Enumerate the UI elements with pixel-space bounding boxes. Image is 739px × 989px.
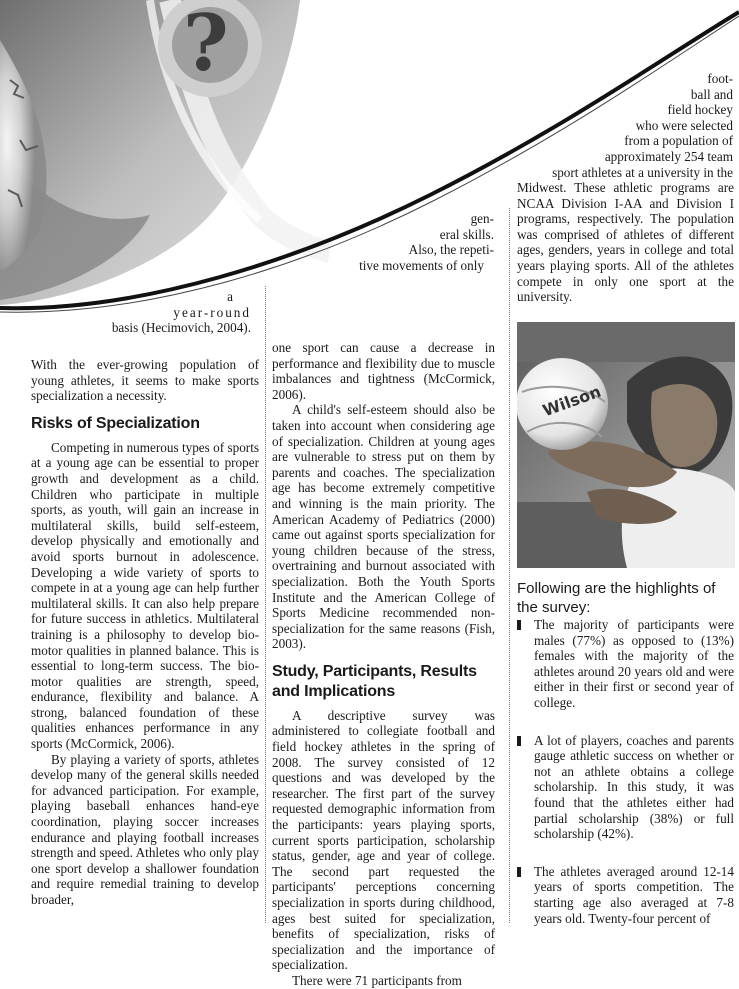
survey-highlights bbox=[517, 579, 734, 948]
top-middle-wrapped-text bbox=[359, 211, 494, 273]
bullet-marker-icon bbox=[517, 867, 521, 877]
text-line: sport athletes at a university in the bbox=[552, 164, 733, 180]
section-heading-risks: Risks of Specialization bbox=[31, 414, 200, 432]
body-paragraph: Competing in numerous types of sports at a young age can be essential to proper growth and development as a child. Children who participate in multiple sports, as youth, will gain an increase in multilateral skills, build self-esteem, develop physically and emotionally and avoid sports burnout in adolescence. Developing a wide variety of sports to compete in at a young age can help further multilateral skills. It can also help prepare for future success in athletics. Multilateral training is a philosophy to develop bio-motor qualities in planned balance. This is essential to long-term success. The bio-motor qualities are strength, speed, endurance, flexibility and balance. A strong, balanced foundation of these qualities enhances performance in any sports (McCormick, 2006). bbox=[31, 439, 259, 752]
text-line: from a population of bbox=[624, 133, 733, 149]
text-line: a bbox=[227, 289, 233, 304]
body-paragraph: one sport can cause a decrease in performance and flexibility due to muscle imbalances and tightness (McCormick, 2006). bbox=[272, 340, 495, 402]
text-line: ball and bbox=[690, 86, 733, 102]
column-divider bbox=[265, 286, 266, 923]
body-paragraph: Midwest. These athletic programs are NCAA Division I-AA and Division I programs, respectively. The population was comprised of athletes of different ages, genders, years in college and total years playing sports. All of the athletes compete in only one sport at the university. bbox=[517, 180, 734, 305]
text-line: approximately 254 team bbox=[604, 148, 733, 164]
list-item-text: The athletes averaged around 12-14 years of sports competition. The starting age also averaged at 7-8 years old. Twenty-four percent of bbox=[534, 863, 734, 926]
body-paragraph: A descriptive survey was administered to collegiate football and field hockey athletes in the spring of 2008. The survey consisted of 12 questions and was developed by the researcher. The first part of the survey requested demographic information from the participants: years playing sports, current sports participation, scholarship status, gender, age and year of college. The second part requested the participants' perceptions concerning specialization in sports during childhood, ages best suited for specialization, benefits of specialization, risks of specialization and the importance of specialization. bbox=[272, 707, 495, 973]
highlights-title: Following are the highlights of the survey: bbox=[517, 580, 716, 616]
body-paragraph: A child's self-esteem should also be taken into account when considering age of specialization. Children at young ages are vulnerable to stress put on them by parents and coaches. The specialization age has become extremely competitive and winning is the main priority. The American Academy of Pediatrics (2000) came out against sports specialization for young children because of the stress, overtraining and burnout associated with specialization. Both the Youth Sports Institute and the American College of Sports Medicine recommended non-specialization for the same reasons (Fish, 2003). bbox=[272, 402, 495, 652]
ball-logo-text: Wilson bbox=[540, 381, 604, 421]
text-line: foot- bbox=[707, 71, 733, 86]
text-line: basis (Hecimovich, 2004). bbox=[111, 320, 251, 336]
body-paragraph: There were 71 participants from bbox=[292, 972, 462, 988]
text-line: gen- bbox=[470, 211, 494, 226]
top-right-wrapped-text bbox=[552, 71, 733, 180]
list-item-text: A lot of players, coaches and parents gauge athletic success on whether or not an athlete obtains a college scholarship. In this study, it was found that the athletes either had partial scholarship (38%) or full scholarship (42%). bbox=[534, 732, 734, 842]
highlights-list bbox=[517, 617, 734, 926]
article-column-1 bbox=[31, 357, 259, 908]
article-column-3 bbox=[517, 180, 734, 305]
text-line: tive movements of only bbox=[359, 257, 484, 273]
list-item bbox=[517, 864, 734, 926]
top-left-wrapped-text bbox=[112, 289, 251, 336]
bullet-marker-icon bbox=[517, 736, 521, 746]
list-item bbox=[517, 733, 734, 842]
intro-paragraph: With the ever-growing population of young athletes, it seems to make sports specialization a necessity. bbox=[31, 357, 259, 404]
text-line: year-round bbox=[173, 304, 251, 320]
bullet-marker-icon bbox=[517, 620, 521, 630]
column-divider bbox=[509, 208, 510, 923]
text-line: who were selected bbox=[635, 117, 733, 133]
text-line: eral skills. bbox=[439, 226, 494, 242]
athlete-volleyball-photo bbox=[517, 322, 735, 568]
body-paragraph: By playing a variety of sports, athletes develop many of the general skills needed for advanced participation. For example, playing baseball enhances hand-eye coordination, playing soccer increases endurance and playing football increases strength and speed. Athletes who only play one sport develop a shallower foundation and require remedial training to develop broader, bbox=[31, 751, 259, 907]
photo-illustration bbox=[517, 322, 735, 568]
section-heading-study: Study, Participants, Results and Implications bbox=[272, 662, 477, 700]
text-line: field hockey bbox=[667, 102, 733, 118]
list-item bbox=[517, 617, 734, 711]
question-mark-icon: ? bbox=[183, 0, 229, 89]
list-item-text: The majority of participants were males (77%) as opposed to (13%) females with the majority of the athletes around 20 years old and were either in their first or second year of college. bbox=[534, 617, 734, 710]
article-column-2 bbox=[272, 340, 495, 989]
text-line: Also, the repeti- bbox=[408, 242, 494, 258]
